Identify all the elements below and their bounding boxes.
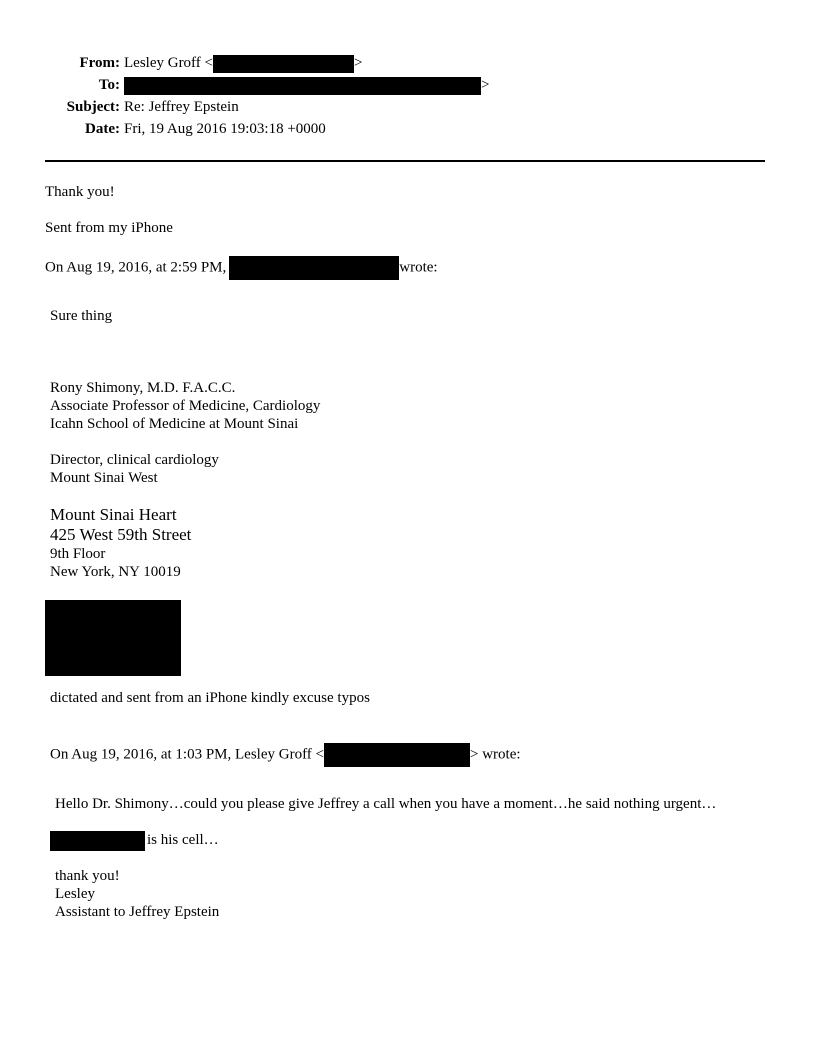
from-name: Lesley Groff <	[124, 55, 213, 71]
signature-street: 425 West 59th Street	[50, 525, 192, 544]
from-label: From:	[79, 55, 120, 71]
redacted-phone	[50, 831, 145, 851]
date-value: Fri, 19 Aug 2016 19:03:18 +0000	[124, 121, 326, 137]
to-label: To:	[98, 77, 120, 93]
subject-value: Re: Jeffrey Epstein	[124, 99, 239, 115]
cell-text: is his cell…	[147, 832, 219, 849]
quoted-body: Sure thing	[50, 308, 113, 324]
signature-site: Mount Sinai West	[50, 470, 158, 486]
date-label: Date:	[85, 121, 120, 137]
redacted-groff-email	[324, 743, 470, 767]
quoted-quote-wrote: > wrote:	[470, 746, 521, 763]
reply-thanks: Thank you!	[45, 184, 115, 200]
signature-city: New York, NY 10019	[50, 564, 181, 580]
original-title: Assistant to Jeffrey Epstein	[55, 904, 220, 920]
quoted-quote-intro: On Aug 19, 2016, at 1:03 PM, Lesley Groff <	[50, 746, 324, 763]
header-divider	[45, 160, 765, 162]
original-name: Lesley	[55, 886, 95, 902]
reply-sent-from: Sent from my iPhone	[45, 220, 173, 236]
reply-quote-wrote: wrote:	[399, 259, 438, 276]
signature-role: Director, clinical cardiology	[50, 452, 219, 468]
to-close: >	[481, 77, 490, 93]
signature-name: Rony Shimony, M.D. F.A.C.C.	[50, 380, 236, 396]
to-value	[124, 76, 489, 95]
dictated-note: dictated and sent from an iPhone kindly excuse typos	[50, 690, 370, 706]
quoted-quote-header	[50, 743, 521, 767]
redacted-block	[45, 600, 181, 676]
original-body: Hello Dr. Shimony…could you please give Jeffrey a call when you have a moment…he said nothing urgent…	[55, 796, 717, 812]
reply-quote-intro: On Aug 19, 2016, at 2:59 PM,	[45, 259, 227, 276]
signature-school: Icahn School of Medicine at Mount Sinai	[50, 416, 299, 432]
original-thanks: thank you!	[55, 868, 120, 884]
signature-floor: 9th Floor	[50, 546, 106, 562]
redacted-to-recipients	[124, 77, 481, 95]
signature-title: Associate Professor of Medicine, Cardiology	[50, 398, 321, 414]
subject-label: Subject:	[66, 99, 120, 115]
reply-quote-header	[45, 256, 438, 280]
from-value	[124, 54, 362, 73]
from-close: >	[354, 55, 363, 71]
redacted-from-email	[213, 55, 354, 73]
signature-org: Mount Sinai Heart	[50, 505, 177, 524]
redacted-sender	[229, 256, 399, 280]
cell-line	[50, 831, 219, 851]
